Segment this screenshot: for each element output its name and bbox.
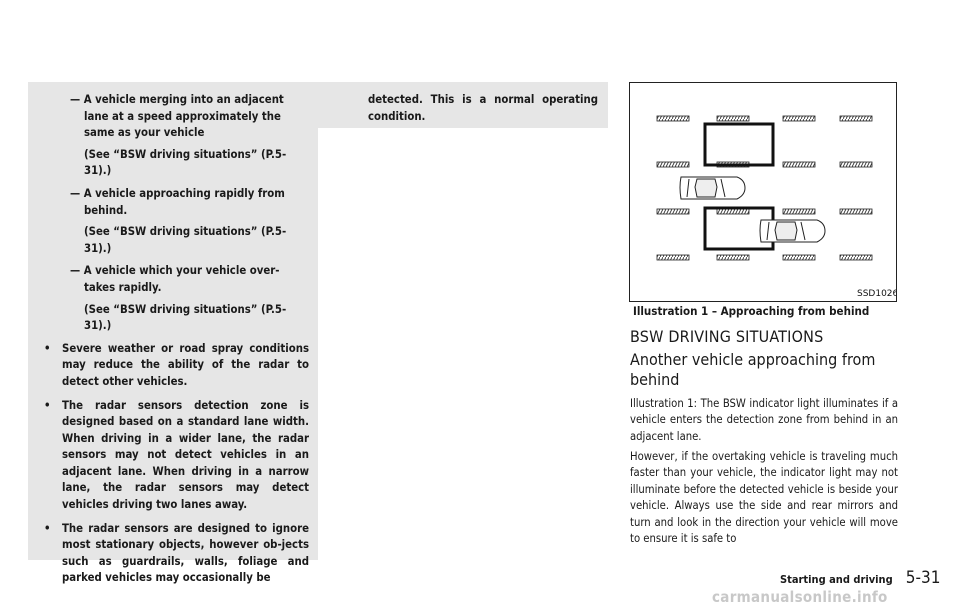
bullet-icon: • [44,521,51,535]
bullet-stationary [42,521,309,587]
caution-box-continued [318,82,608,128]
continued-text: detected. This is a normal operating condition. [368,93,598,123]
figure-caption: Illustration 1 – Approaching from behind [633,304,870,318]
bullet-lane-width [42,398,309,514]
condition-merging: — A vehicle merging into an adjacent lane at a speed approximately the same as your vehicle [70,93,284,140]
watermark: carmanualsonline.info [712,588,888,606]
caution-box-left [28,82,318,585]
your-car [760,220,825,242]
detection-zone-top [705,124,773,165]
approaching-car [680,177,745,199]
subsection-heading: Another vehicle approaching from behind [630,350,876,389]
bullet-lane-width-text: The radar sensors detection zone is designed based on a standard lane width. When driving in a wider lane, the radar sensors may not detect vehicles in an adjacent lane. When driving in a narrow lane, the radar sensors may detect vehicles driving two lanes away. [62,398,309,512]
footer-section: Starting and driving [780,573,893,586]
bullet-icon: • [44,341,51,355]
bullet-stationary-text: The radar sensors are designed to ignore most stationary objects, however ob-jects such as guardrails, walls, foliage and parked vehicles may occasionally be [62,521,309,585]
bsw-illustration [629,82,897,302]
bullet-weather [42,341,309,391]
page-number: 5-31 [905,568,941,588]
see-reference-2: (See “BSW driving situations” (P.5-31).) [84,225,287,255]
condition-approaching: — A vehicle approaching rapidly from behind. [70,186,285,217]
see-reference-1: (See “BSW driving situations” (P.5-31).) [84,147,287,178]
page-footer [780,568,940,588]
see-reference-3: (See “BSW driving situations” (P.5-31).) [84,302,287,333]
paragraph-overtaking: However, if the overtaking vehicle is traveling much faster than your vehicle, the indicator light may not illuminate before the detected vehicle is beside your vehicle. Always use the side and rear mirrors and turn and look in the direction your vehicle will move to ensure it is safe to [630,450,898,546]
paragraph-illustration: Illustration 1: The BSW indicator light illuminates if a vehicle enters the detection zone from behind in an adjacent lane. [630,397,898,443]
condition-overtaking: — A vehicle which your vehicle over-takes rapidly. [70,264,280,294]
bullet-weather-text: Severe weather or road spray conditions may reduce the ability of the radar to detect other vehicles. [62,341,309,388]
figure-code: SSD1026 [857,289,896,299]
bullet-icon: • [44,398,51,412]
road-diagram [630,83,896,301]
section-heading: BSW DRIVING SITUATIONS [630,327,824,346]
